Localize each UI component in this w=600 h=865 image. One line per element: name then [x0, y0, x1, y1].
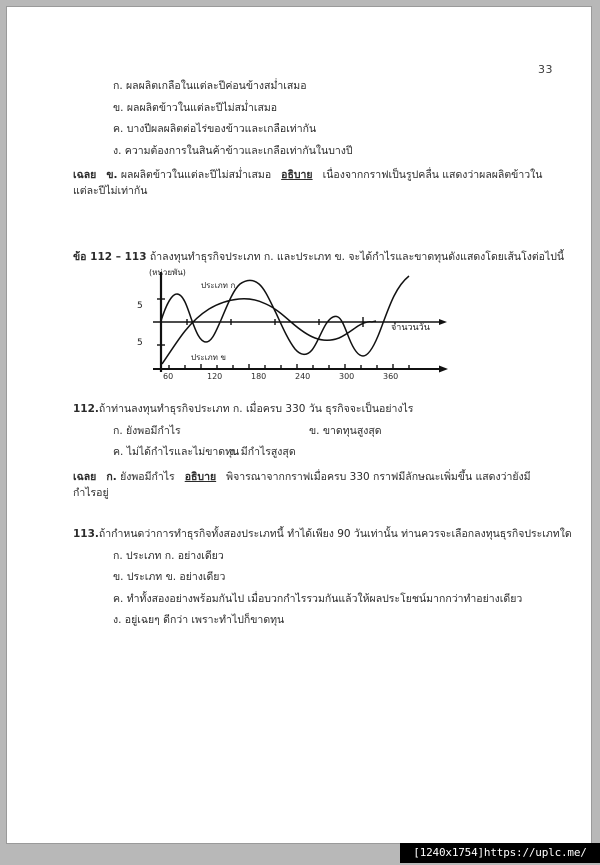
profit-loss-chart — [139, 268, 469, 390]
x-tick-label: 120 — [207, 372, 223, 382]
answer-choice: ก. — [106, 470, 117, 483]
list-item: ค. ไม่ได้กำไรและไม่ขาดทุน — [113, 446, 240, 459]
question-113 — [73, 528, 572, 541]
answer-label: เฉลย — [73, 470, 97, 483]
x-tick-label: 60 — [163, 372, 174, 382]
list-item: ง. ความต้องการในสินค้าข้าวและเกลือเท่ากันในบางปี — [113, 144, 353, 157]
zero-line-arrow — [439, 319, 447, 325]
explain-label: อธิบาย — [184, 470, 217, 483]
y-tick-label-lower: 5 — [137, 338, 143, 349]
list-item: ง. อยู่เฉยๆ ดีกว่า เพราะทำไปก็ขาดทุน — [113, 614, 285, 627]
question-number: 112. — [73, 403, 99, 416]
list-item: ก. ยังพอมีกำไร — [113, 424, 181, 437]
list-item: ก. ประเภท ก. อย่างเดียว — [113, 549, 224, 562]
x-tick-label: 360 — [383, 372, 399, 382]
answer-choice: ข. — [106, 169, 118, 181]
list-item: ค. ทำทั้งสองอย่างพร้อมกันไป เมื่อบวกกำไรรวมกันแล้วให้ผลประโยชน์มากกว่าทำอย่างเดียว — [113, 592, 523, 605]
question-112-choice-row-2 — [91, 447, 543, 458]
y-axis-label: (หน่วยพัน) — [149, 268, 186, 278]
question-group-text: ถ้าลงทุนทำธุรกิจประเภท ก. และประเภท ข. จะได้กำไรและขาดทุนดังแสดงโดยเส้นโงต่อไปนี้ — [149, 250, 565, 263]
explain-text: พิจารณาจากกราฟเมื่อครบ 330 กราฟมีลักษณะเพิ่มขึ้น แสดงว่ายังมีกำไรอยู่ — [73, 470, 531, 499]
series-label-type-a: ประเภท ก — [201, 281, 236, 291]
page-number: 33 — [538, 63, 553, 76]
question-112 — [73, 404, 543, 415]
footer-watermark: [1240x1754]https://uplc.me/ — [400, 843, 600, 863]
question-112-choice-row-1 — [91, 426, 543, 437]
question-112-answer — [73, 469, 543, 502]
page-content — [73, 80, 572, 637]
explain-text: เนื่องจากกราฟเป็นรูปคลื่น แสดงว่าผลผลิตข้าวในแต่ละปีไม่เท่ากัน — [73, 169, 543, 198]
question-group-range: ข้อ 112 – 113 — [73, 250, 147, 263]
answer-choice-text: ยังพอมีกำไร — [120, 470, 175, 483]
y-tick-label-upper: 5 — [137, 301, 143, 312]
list-item: ค. บางปีผลผลิตต่อไร่ของข้าวและเกลือเท่ากัน — [113, 123, 317, 135]
list-item: ข. ประเภท ข. อย่างเดียว — [113, 571, 226, 584]
x-tick-label: 300 — [339, 372, 355, 382]
series-b-end-dash — [372, 321, 376, 322]
question-group-heading — [73, 250, 565, 263]
previous-answer-block — [73, 167, 543, 200]
answer-choice-text: ผลผลิตข้าวในแต่ละปีไม่สม่ำเสมอ — [120, 169, 272, 181]
list-item: ข. ผลผลิตข้าวในแต่ละปีไม่สม่ำเสมอ — [113, 101, 278, 114]
explain-label: อธิบาย — [281, 169, 313, 181]
x-tick-label: 180 — [251, 372, 267, 382]
question-text: ถ้าท่านลงทุนทำธุรกิจประเภท ก. เมื่อครบ 330 วัน ธุรกิจจะเป็นอย่างไร — [98, 403, 414, 416]
question-number: 113. — [73, 528, 99, 541]
list-item: ก. ผลผลิตเกลือในแต่ละปีค่อนข้างสม่ำเสมอ — [113, 80, 307, 92]
document-page — [6, 6, 592, 844]
question-text: ถ้ากำหนดว่าการทำธุรกิจทั้งสองประเภทนี้ ทำได้เพียง 90 วันเท่านั้น ท่านควรจะเลือกลงทุนธุรกิจประเภทใด — [98, 528, 572, 541]
x-tick-labels — [139, 372, 469, 386]
answer-label: เฉลย — [73, 169, 97, 181]
x-axis-label: จำนวนวัน — [391, 323, 430, 334]
list-item: ง. มีกำไรสูงสุด — [229, 446, 296, 459]
list-item: ข. ขาดทุนสูงสุด — [309, 424, 382, 437]
x-tick-label: 240 — [295, 372, 311, 382]
series-label-type-b: ประเภท ข — [191, 353, 226, 363]
